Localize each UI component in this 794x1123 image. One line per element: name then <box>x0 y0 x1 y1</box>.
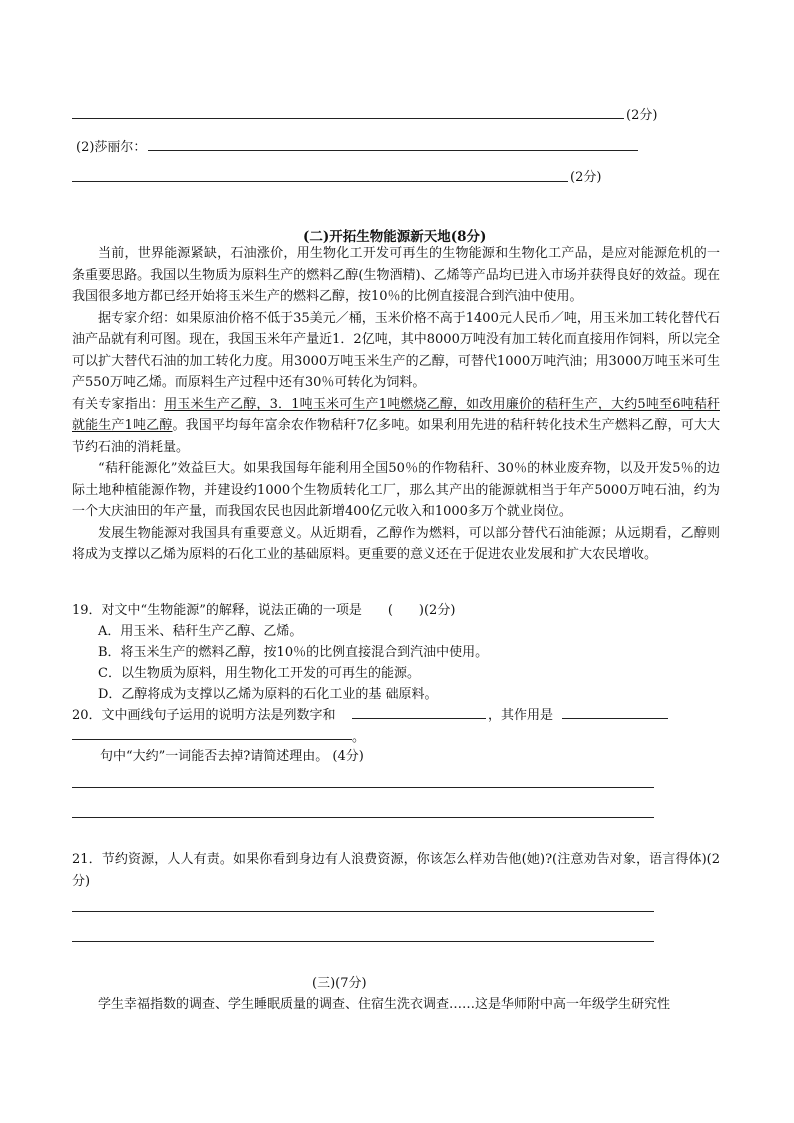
passage-paragraph-1: 当前，世界能源紧缺，石油涨价，用生物化工开发可再生的生物能源和生物化工产品，是应对能源危机的一条重要思路。我国以生物质为原料生产的燃料乙醇(生物酒精)、乙烯等产品均已进入市场并获得良好的效益。现在我国很多地方都已经开始将玉米生产的燃料乙醇，按10％的比例直接混合到汽油中使用。 <box>72 246 720 304</box>
q21-answer-line-1[interactable] <box>72 911 654 912</box>
section3-paragraph-1: 学生幸福指数的调查、学生睡眠质量的调查、住宿生洗衣调查……这是华师附中高一年级学生研究性 <box>98 997 671 1012</box>
answer-line-2[interactable] <box>148 150 638 151</box>
q20-blank-function-1[interactable] <box>562 718 668 719</box>
passage-paragraph-4: “秸秆能源化”效益巨大。如果我国每年能利用全国50％的作物秸秆、30％的林业废弃物，以及开发5％的边际土地种植能源作物，并建设约1000个生物质转化工厂，那么其产出的能源就相当于年产5000万吨石油，约为一个大庆油田的年产量，而我国农民也因此新增400亿元收入和1000多万个就业岗位。 <box>72 461 720 519</box>
q19-option-d[interactable]: D．乙醇将成为支撑以乙烯为原料的石化工业的基 础原料。 <box>98 687 438 702</box>
q19-stem: 19．对文中“生物能源”的解释，说法正确的一项是 ( )(2分) <box>72 603 456 618</box>
q20-blank-function-2[interactable] <box>72 739 352 740</box>
q20-answer-line-1[interactable] <box>72 787 654 788</box>
answer-line-3[interactable] <box>72 181 568 182</box>
paragraph-3-end: 。我国平均每年富余农作物秸秆7亿多吨。如果利用先进的秸秆转化技术生产燃料乙醇，可大大节约石油的消耗量。 <box>72 418 720 455</box>
q20-end-mark: 。 <box>352 730 366 745</box>
sally-label: (2)莎丽尔： <box>76 140 147 155</box>
passage-paragraph-5: 发展生物能源对我国具有重要意义。从近期看，乙醇作为燃料，可以部分替代石油能源；从远期看，乙醇则将成为支撑以乙烯为原料的石化工业的基础原料。更重要的意义还在于促进农业发展和扩大农民增收。 <box>72 525 720 562</box>
q19-option-b[interactable]: B．将玉米生产的燃料乙醇，按10％的比例直接混合到汽油中使用。 <box>98 645 489 660</box>
q21-answer-line-2[interactable] <box>72 941 654 942</box>
answer-line-1-score: (2分) <box>626 108 658 123</box>
passage-paragraph-3 <box>72 394 720 459</box>
section3-title: (三)(7分) <box>312 976 367 991</box>
q21-stem: 21．节约资源，人人有责。如果你看到身边有人浪费资源，你该怎么样劝告他(她)?(注意劝告对象，语言得体)(2分) <box>72 852 720 889</box>
q20-sub-question: 句中“大约”一词能否去掉?请简述理由。 (4分) <box>100 749 364 764</box>
section2-passage <box>72 243 720 566</box>
q20-blank-method[interactable] <box>352 718 486 719</box>
answer-line-3-score: (2分) <box>570 170 602 185</box>
q19-option-c[interactable]: C．以生物质为原料，用生物化工开发的可再生的能源。 <box>98 666 420 681</box>
q20-stem-a: 20．文中画线句子运用的说明方法是列数字和 <box>72 708 336 723</box>
underlined-sentence: 用玉米生产乙醇，3．1吨玉米可生产1吨燃烧乙醇，如改用廉价的秸秆生产，大约5吨至6吨秸秆就能生产1吨乙醇 <box>72 396 720 433</box>
section2-title: (二)开拓生物能源新天地(8分) <box>303 229 487 245</box>
answer-line-1[interactable] <box>72 118 624 119</box>
passage-paragraph-2: 据专家介绍：如果原油价格不低于35美元／桶，玉米价格不高于1400元人民币／吨，用玉米加工转化替代石油产品就有利可图。现在，我国玉米年产量近1．2亿吨，其中8000万吨没有加工转化而直接用作饲料，所以完全可以扩大替代石油的加工转化力度。用3000万吨玉米生产的乙醇，可替代1000万吨汽油；用3000万吨玉米可生产550万吨乙烯。而原料生产过程中还有30％可转化为饲料。 <box>72 310 720 390</box>
paragraph-3-start: 有关专家指出： <box>72 396 165 412</box>
q19-option-a[interactable]: A．用玉米、秸秆生产乙醇、乙烯。 <box>98 624 303 639</box>
q20-stem-b: ，其作用是 <box>488 708 554 723</box>
q20-answer-line-2[interactable] <box>72 817 654 818</box>
